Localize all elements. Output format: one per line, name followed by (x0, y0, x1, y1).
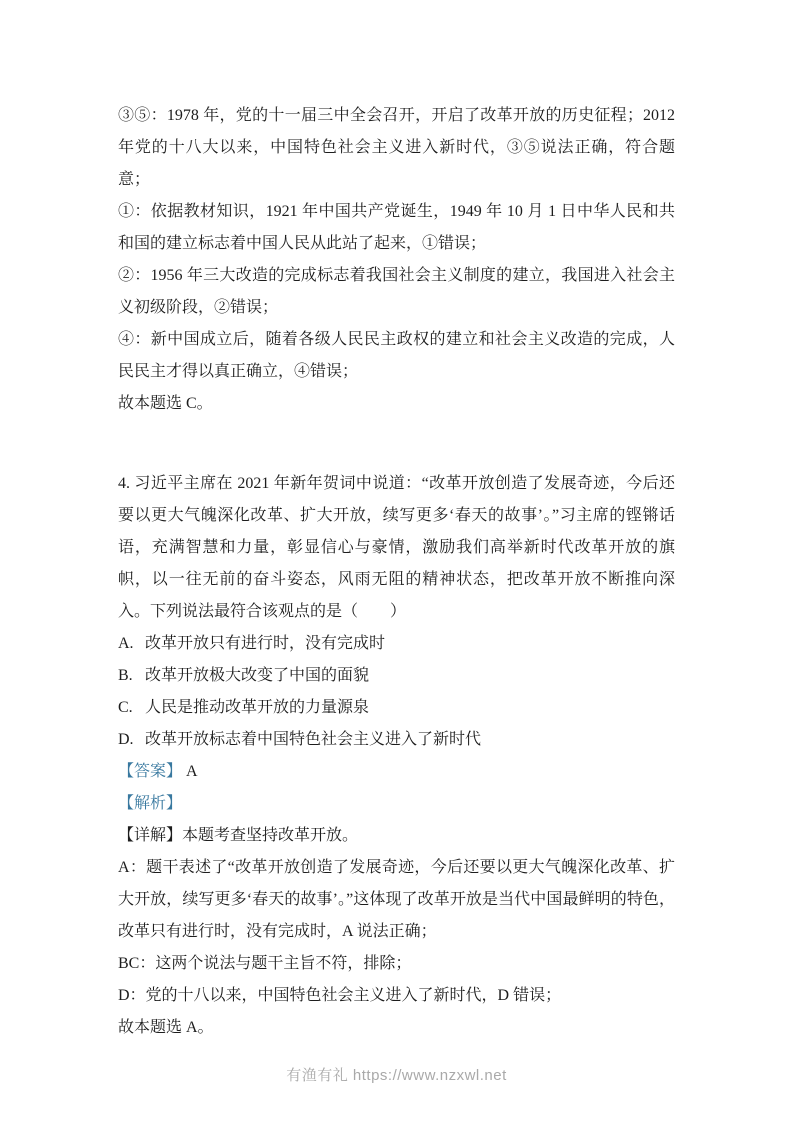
question-stem: 4. 习近平主席在 2021 年新年贺词中说道：“改革开放创造了发展奇迹，今后还要以更大气魄深化改革、扩大开放，续写更多‘春天的故事’。”习主席的铿锵话语，充满智慧和力量，彰显信心与豪情，激励我们高举新时代改革开放的旗帜，以一往无前的奋斗姿态，风雨无阻的精神状态，把改革开放不断推向深入。下列说法最符合该观点的是（ ） (118, 475, 675, 620)
option-text: 改革开放只有进行时，没有完成时 (145, 635, 386, 652)
option-a (118, 628, 675, 660)
option-text: 改革开放极大改变了中国的面貌 (145, 667, 370, 684)
detail-paragraph: BC：这两个说法与题干主旨不符，排除； (118, 955, 412, 972)
detail-paragraph: A：题干表述了“改革开放创造了发展奇迹，今后还要以更大气魄深化改革、扩大开放，续写更多‘春天的故事’。”这体现了改革开放是当代中国最鲜明的特色，改革只有进行时，没有完成时，A 说法正确； (118, 859, 675, 940)
answer-label: 【答案】 (118, 763, 183, 780)
explanation-paragraph: ③⑤：1978 年，党的十一届三中全会召开，开启了改革开放的历史征程；2012 年党的十八大以来，中国特色社会主义进入新时代，③⑤说法正确，符合题意； (118, 107, 675, 188)
option-text: 改革开放标志着中国特色社会主义进入了新时代 (145, 731, 482, 748)
explanation-paragraph: ①：依据教材知识，1921 年中国共产党诞生，1949 年 10 月 1 日中华人民和共和国的建立标志着中国人民从此站了起来，①错误； (118, 203, 675, 252)
question4-block (118, 468, 675, 1044)
analysis-label: 【解析】 (118, 795, 183, 812)
explanation-conclusion: 故本题选 C。 (118, 395, 213, 412)
question3-explanation-block (118, 100, 675, 420)
analysis-line (118, 788, 675, 820)
answer-value: A (186, 763, 198, 780)
answer-line (118, 756, 675, 788)
option-letter: C. (118, 699, 133, 716)
option-letter: A. (118, 635, 134, 652)
detail-paragraph: D：党的十八以来，中国特色社会主义进入了新时代，D 错误； (118, 987, 562, 1004)
option-letter: B. (118, 667, 133, 684)
option-c (118, 692, 675, 724)
option-text: 人民是推动改革开放的力量源泉 (145, 699, 370, 716)
detail-conclusion: 故本题选 A。 (118, 1019, 214, 1036)
option-letter: D. (118, 731, 134, 748)
explanation-paragraph: ②：1956 年三大改造的完成标志着我国社会主义制度的建立，我国进入社会主义初级阶段，②错误； (118, 267, 675, 316)
page-footer-watermark: 有渔有礼 https://www.nzxwl.net (286, 1067, 507, 1084)
detail-paragraph: 【详解】本题考查坚持改革开放。 (118, 827, 359, 844)
document-page-content (118, 100, 675, 1044)
option-b (118, 660, 675, 692)
option-d (118, 724, 675, 756)
explanation-paragraph: ④：新中国成立后，随着各级人民民主政权的建立和社会主义改造的完成，人民民主才得以真正确立，④错误； (118, 331, 675, 380)
